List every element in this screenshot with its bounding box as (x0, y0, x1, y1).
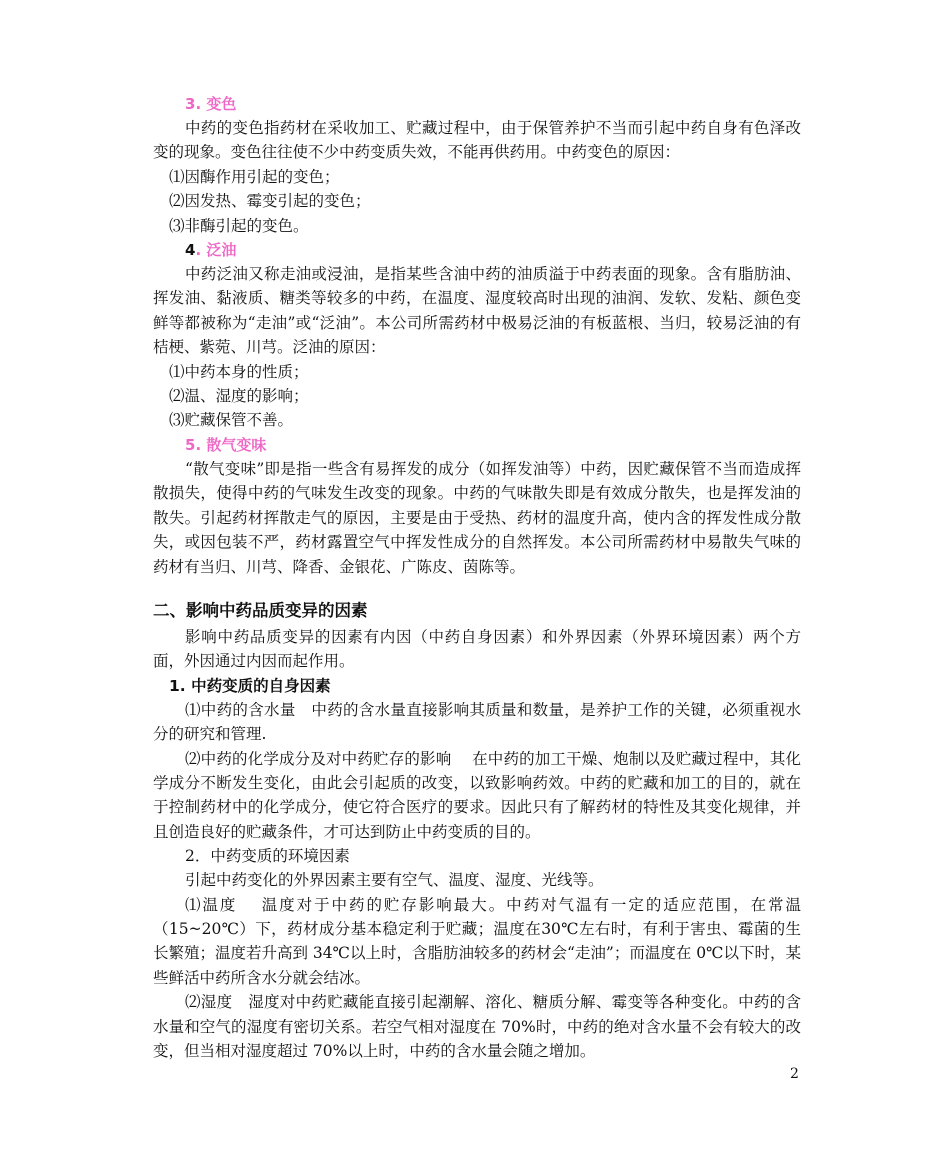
section-number: 5 (185, 435, 196, 454)
paragraph: 影响中药品质变异的因素有内因（中药自身因素）和外界因素（外界环境因素）两个方面，外因通过内因而起作用。 (153, 627, 801, 671)
list-item: ⑵因发热、霉变引起的变色； (169, 192, 371, 211)
list-item: ⑴中药本身的性质； (169, 362, 309, 381)
paragraph: ⑵中药的化学成分及对中药贮存的影响 在中药的加工干燥、炮制以及贮藏过程中，其化学成分不断发生变化，由此会引起质的改变，以致影响药效。中药的贮藏和加工的目的，就在于控制药材中的化学成分，使它符合医疗的要求。因此只有了解药材的特性及其变化规律，并且创造良好的贮藏条件，才可达到防止中药变质的目的。 (153, 749, 801, 841)
list-item: ⑴因酶作用引起的变色； (169, 167, 340, 186)
paragraph: 中药泛油又称走油或浸油，是指某些含油中药的油质溢于中药表面的现象。含有脂肪油、挥发油、黏液质、糖类等较多的中药，在温度、湿度较高时出现的油润、发软、发粘、颜色变鲜等都被称为“走油”或“泛油”。本公司所需药材中极易泛油的有板蓝根、当归，较易泛油的有桔梗、紫菀、川芎。泛油的原因： (153, 265, 801, 357)
section-title: . 变色 (195, 95, 237, 113)
paragraph: ⑵湿度 湿度对中药贮藏能直接引起潮解、溶化、糖质分解、霉变等各种变化。中药的含水量和空气的湿度有密切关系。若空气相对湿度在 70%时，中药的绝对含水量不会有较大的改变，但当相对湿度超过 70%以上时，中药的含水量会随之增加。 (153, 993, 801, 1060)
chapter-heading: 二、影响中药品质变异的因素 (153, 600, 368, 620)
section-heading-4 (185, 238, 801, 262)
subsection-heading: 1. 中药变质的自身因素 (169, 676, 331, 695)
section-title: . 散气变味 (195, 435, 267, 454)
paragraph: “散气变味”即是指一些含有易挥发的成分（如挥发油等）中药，因贮藏保管不当而造成挥散损失，使得中药的气味发生改变的现象。中药的气味散失即是有效成分散失，也是挥发油的散失。引起药材挥散走气的原因，主要是由于受热、药材的温度升高，使内含的挥发性成分散失，或因包装不严，药材露置空气中挥发性成分的自然挥发。本公司所需药材中易散失气味的药材有当归、川芎、降香、金银花、广陈皮、茵陈等。 (153, 459, 801, 576)
page-number: 2 (790, 1066, 799, 1082)
paragraph: 中药的变色指药材在采收加工、贮藏过程中，由于保管养护不当而引起中药自身有色泽改变的现象。变色往往使不少中药变质失效，不能再供药用。中药变色的原因： (153, 119, 801, 162)
section-number: 3 (185, 95, 196, 113)
list-item: ⑵温、湿度的影响； (169, 387, 309, 406)
paragraph: ⑴温度 温度对于中药的贮存影响最大。中药对气温有一定的适应范围，在常温（15~20℃）下，药材成分基本稳定利于贮藏；温度在30℃左右时，有利于害虫、霉菌的生长繁殖；温度若升高到 34℃以上时，含脂肪油较多的药材会“走油”；而温度在 0℃以下时，某些鲜活中药所含水分就会结冰。 (153, 895, 801, 987)
section-heading-5 (185, 433, 801, 457)
list-item: ⑶贮藏保管不善。 (169, 411, 294, 430)
section-title: . 泛油 (195, 241, 237, 260)
subsection-heading: 2．中药变质的环境因素 (185, 847, 350, 866)
section-heading-3 (185, 92, 801, 116)
list-item: ⑶非酶引起的变色。 (169, 216, 309, 235)
paragraph: 引起中药变化的外界因素主要有空气、温度、湿度、光线等。 (185, 871, 604, 890)
page-content (153, 92, 801, 1063)
paragraph: ⑴中药的含水量 中药的含水量直接影响其质量和数量，是养护工作的关键，必须重视水分的研究和管理. (153, 700, 801, 744)
section-number: 4 (185, 241, 196, 260)
